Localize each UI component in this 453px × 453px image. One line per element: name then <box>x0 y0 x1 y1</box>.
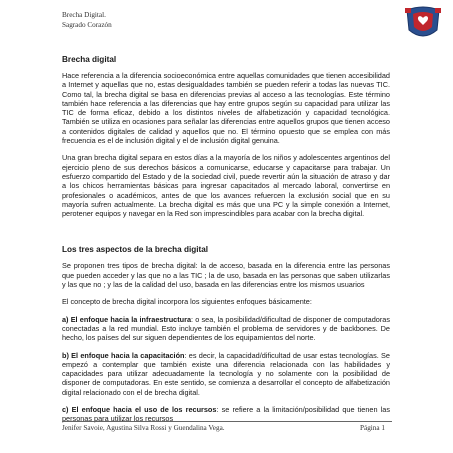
footer-authors: Jenifer Savoie, Agustina Silva Rossi y Guendalina Vega. <box>62 424 225 432</box>
item-text: : es decir, la capacidad/dificultad de usar estas tecnologías. Se empezó a contemplar que también existe una diferencia relacionada con las habilidades y capacidades para utilizar adecuadamente la tecnología y no solamente con la posibilidad de disponer de computadoras. En este sentido, se comienza a desarrollar el concepto de alfabetización digital relacionado con el de brecha digital. <box>62 350 390 397</box>
document-body <box>62 55 390 432</box>
paragraph: Hace referencia a la diferencia socioeconómica entre aquellas comunidades que tienen accesibilidad a Internet y aquellas que no, estas desigualdades también se pueden referir a todas las nuevas TIC. Como tal, la brecha digital se basa en diferencias previas al acceso a las tecnologías. Este término también hace referencia a las diferencias que hay entre grupos según su capacidad para utilizar las TIC de forma eficaz, debido a los distintos niveles de alfabetización y capacidad tecnológica. También se utiliza en ocasiones para señalar las diferencias entre aquellos grupos que tienen acceso a contenidos digitales de calidad y aquellos que no. El término opuesto que se emplea con más frecuencia es el de inclusión digital y el de inclusión digital genuina. <box>62 71 390 146</box>
header-school: Sagrado Corazón <box>62 20 112 29</box>
item-label: c) El enfoque hacia el uso de los recursos <box>62 405 217 415</box>
list-item-capacitacion <box>62 351 390 397</box>
section-title-brecha-digital: Brecha digital <box>62 55 117 64</box>
paragraph: El concepto de brecha digital incorpora los siguientes enfoques básicamente: <box>62 297 312 307</box>
list-item-infraestructura <box>62 315 390 343</box>
paragraph: Una gran brecha digital separa en estos días a la mayoría de los niños y adolescentes argentinos del ejercicio pleno de sus derechos básicos a comunicarse, educarse y capacitarse para trabajar. Un esfuerzo compartido del Estado y de la sociedad civil, puede revertir aún la situación de atraso y dar a los chicos herramientas básicas para ingresar capacitados al mercado laboral, convertirse en profesionales o académicos, antes de que los avances refuercen la exclusión social que en su mayoría sufren actualmente. La brecha digital es más que una PC y la simple conexión a Internet, perotener equipos y navegar en la Red son imprescindibles para acabar con la brecha digital. <box>62 153 390 219</box>
item-text: : o sea, la posibilidad/dificultad de disponer de computadoras conectadas a la red mundial. Esto incluye también el problema de servidores y de backbones. De hecho, los países del sur siguen dependientes de los equipamientos del norte. <box>62 314 390 343</box>
item-label: a) El enfoque hacia la infraestructura <box>62 314 192 324</box>
page-number: Página 1 <box>360 424 385 432</box>
item-label: b) El enfoque hacia la capacitación <box>62 350 185 360</box>
paragraph: Se proponen tres tipos de brecha digital: la de acceso, basada en la diferencia entre las personas que pueden acceder y las que no a las TIC ; la de uso, basada en las personas que saben utilizarlas y las que no ; y las de la calidad del uso, basada en las diferencias entre los mismos usuarios <box>62 261 390 290</box>
school-crest-icon <box>404 6 442 40</box>
item-text: : se refiere a la limitación/posibilidad que tienen las personas para utilizar los recursos <box>62 405 390 424</box>
header-title: Brecha Digital. <box>62 11 106 19</box>
footer-divider <box>62 421 392 422</box>
section-title-tres-aspectos: Los tres aspectos de la brecha digital <box>62 245 209 255</box>
page-header <box>62 11 112 30</box>
